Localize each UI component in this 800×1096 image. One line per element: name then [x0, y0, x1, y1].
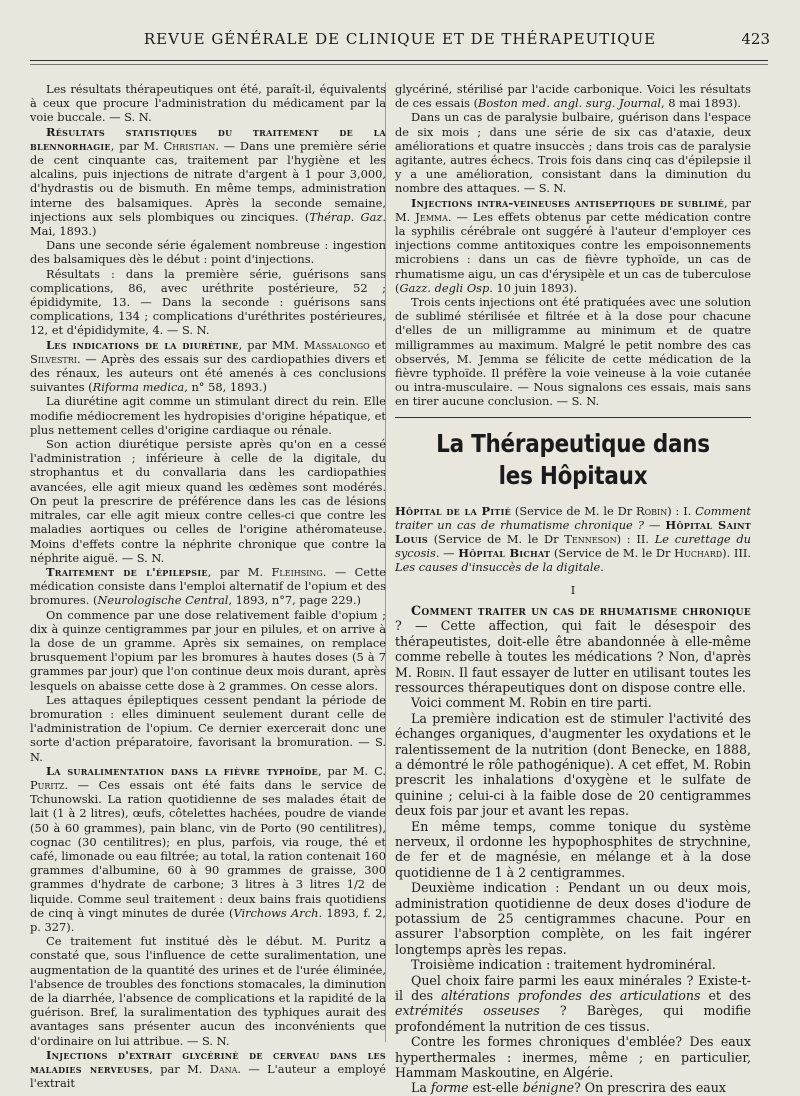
paragraph: Son action diurétique persiste après qu'on en a cessé l'administration ; inférieure à celle de la digitale, du strophantus et du convallaria dans les cardiopathies avancées, elle agit mieux quand les œdèmes sont modérés. On peut la prescrire de préférence dans les cas de lésions mitrales, car elle agit mieux contre celles-ci que contre les maladies aortiques ou celles de l'origine athéromateuse. Moins d'effets contre la néphrite chronique que contre la néphrite aiguë. — S. N.	[30, 437, 386, 565]
running-title: REVUE GÉNÉRALE DE CLINIQUE ET DE THÉRAPEUTIQUE	[143, 30, 657, 48]
hospital-name: Hôpital Saint Louis	[395, 517, 751, 547]
paragraph: Résultats : dans la première série, guérisons sans complications, 86, avec uréthrite postérieure, 52 ; épididymite, 13. — Dans la seconde : guérisons sans complications, 134 ; complications d'uréthrites postérieures, 12, et d'épididymite, 4. — S. N.	[30, 266, 386, 338]
running-head	[30, 30, 770, 54]
paragraph: glycériné, stérilisé par l'acide carbonique. Voici les résultats de ces essais (Boston med. angl. surg. Journal, 8 mai 1893).	[395, 82, 751, 111]
article-epilepsie: Traitement de l'épilepsie, par M. Fleihsing. — Cette médication consiste dans l'emploi alternatif de l'opium et des bromures. (Neurologische Central, 1893, n°7, page 229.)	[30, 564, 387, 608]
paragraph: Ce traitement fut institué dès le début. M. Puritz a constaté que, sous l'influence de cette suralimentation, une augmentation de la quantité des urines et de l'urée éliminée, l'absence de troubles des fonctions stomacales, la diminution de la diarrhée, l'absence de complications et la rapidité de la guérison. Bref, la suralimentation des typhiques aurait des avantages sans présenter aucun des inconvénients que d'ordinaire on lui attribue. — S. N.	[30, 934, 386, 1048]
paragraph: On commence par une dose relativement faible d'opium ; dix à quinze centigrammes par jour en pilules, et on arrive à la dose de un gramme. Après six semaines, on remplace brusquement l'opium par les bromures à hautes doses (5 à 7 grammes par jour) que l'on continue deux mois durant, après lesquels on abaisse cette dose à 2 grammes. On cesse alors.	[30, 607, 386, 693]
article-title: Injections d'extrait glycériné de cerveau dans les maladies nerveuses	[30, 1047, 386, 1077]
author-name: Huchard	[674, 546, 723, 561]
contents-item: Le curettage du sycosis.	[395, 532, 752, 561]
paragraph: La forme est-elle bénigne? On prescrira des eaux	[411, 1080, 727, 1096]
article-title: Résultats statistiques du traitement de la blennorhagie	[30, 124, 386, 153]
citation: Boston med. angl. surg. Journal	[478, 96, 662, 111]
article-suralimentation: La suralimentation dans la fièvre typhoïde, par M. C. Puritz. — Ces essais ont été faits dans le service de Tchunowski. La ration quotidienne de ses malades était de lait (1 à 2 litres), œufs, côtelettes hachées, poudre de viande (50 à 60 grammes), pain blanc, vin de Porto (90 centilitres), cognac (30 centilitres); en plus, parfois, via rouge, thé et café, limonade ou eau filtrée; au total, la ration contenait 160 grammes d'albumine, 60 à 90 grammes de graisse, 300 grammes d'hydrate de carbone; 3 litres à 3 litres 1/2 de liquide. Comme seul traitement : deux bains frais quotidiens de cinq à vingt minutes de durée (Virchows Arch. 1893, f. 2, p. 327).	[30, 763, 386, 934]
author-name: Dana	[209, 1062, 238, 1077]
paragraph: Quel choix faire parmi les eaux minérales ? Existe-t-il des altérations profondes des articulations et des extrémités osseuses ? Barèges, qui modifie profondément la nutrition de ces tissus.	[395, 972, 751, 1034]
paragraph: La première indication est de stimuler l'activité des échanges organiques, d'augmenter les oxydations et le ralentissement de la nutrition (dont Benecke, en 1888, a démontré le rôle pathogénique). A cet effet, M. Robin prescrit les inhalations d'oxygène et le sulfate de quinine ; celui-ci à la faible dose de 20 centigrammes deux fois par jour et avant les repas.	[395, 710, 751, 819]
author-name: Christian	[163, 138, 216, 153]
article-rhumatisme	[395, 603, 751, 1096]
article-diuretine: Les indications de la diurétine, par MM. Massalongo et Silvestri. — Après des essais sur des cardiopathies divers et des rénaux, les auteurs ont été amenés à ces conclusions suivantes (Riforma medica, n° 58, 1893.)	[30, 337, 386, 395]
article-title: Injections intra-veineuses antiseptiques de sublimé	[411, 195, 724, 210]
citation: Riforma medica	[92, 380, 185, 395]
paragraph: Trois cents injections ont été pratiquées avec une solution de sublimé stérilisée et filtrée et à la dose pour chacune d'elles de un milligramme au minimum et de quatre milligrammes au maximum. Malgré le petit nombre des cas observés, M. Jemma se félicite de cette médication de la fièvre typhoïde. Il préfère la voie veineuse à la voie cutanée ou intra-musculaire. — Nous signalons ces essais, mais sans en tirer aucune conclusion. — S. N.	[395, 295, 751, 409]
hospital-name: Hôpital de la Pitié	[395, 503, 512, 518]
author-name: Tenneson	[564, 532, 617, 547]
paragraph: Dans une seconde série également nombreuse : ingestion des balsamiques dès le début : point d'injections.	[30, 238, 386, 267]
section-numeral: I	[570, 582, 576, 597]
hospital-name: Hôpital Bichat	[458, 546, 551, 561]
article-injections-sublime: Injections intra-veineuses antiseptiques de sublimé, par M. Jemma. — Les effets obtenus par cette médication contre la syphilis cérébrale ont suggéré à l'auteur d'employer ces injections comme antitoxiques contre les empoisonnements microbiens : dans un cas de fièvre typhoïde, un cas de rhumatisme aigu, un cas d'érysipèle et un cas de tuberculose (Gazz. degli Osp. 10 juin 1893).	[395, 195, 751, 295]
citation: Gazz. degli Osp.	[399, 280, 493, 295]
article-title: Comment traiter un cas de rhumatisme chronique	[411, 602, 751, 618]
paragraph: Deuxième indication : Pendant un ou deux mois, administration quotidienne de deux doses d'iodure de potassium de 25 centigrammes chacune. Pour en assurer l'absorption complète, on les fait ingérer longtemps après les repas.	[395, 880, 751, 957]
paragraph: Dans un cas de paralysie bulbaire, guérison dans l'espace de six mois ; dans une série de six cas d'ataxie, deux améliorations et quatre insuccès ; dans trois cas de paralysie agitante, autres échecs. Trois fois dans cinq cas d'épilepsie il y a une amélioration, consistant dans la diminution du nombre des attaques. — S. N.	[395, 110, 751, 196]
paragraph: Contre les formes chroniques d'emblée? Des eaux hyperthermales : inermes, même ; en particulier, Hammam Maskoutine, en Algérie.	[395, 1034, 751, 1081]
section-contents: Hôpital de la Pitié (Service de M. le Dr Robin) : I. Comment traiter un cas de rhumatisme chronique ? — Hôpital Saint Louis (Service de M. le Dr Tenneson) : II. Le curettage du sycosis. — Hôpital Bichat (Service de M. le Dr Huchard). III. Les causes d'insuccès de la digitale.	[395, 503, 752, 575]
paragraph: La diurétine agit comme un stimulant direct du rein. Elle modifie médiocrement les hydropisies d'origine hépatique, et plus nettement celles d'origine cardiaque ou rénale.	[30, 394, 386, 437]
author-name: Puritz	[30, 777, 65, 792]
citation: Neurologische Central	[97, 593, 229, 608]
author-name: Massalongo	[303, 337, 370, 352]
author-name: Silvestri	[30, 351, 77, 366]
author-name: Robin	[636, 503, 668, 518]
paragraph: Comment traiter un cas de rhumatisme chronique ? — Cette affection, qui fait le désespoir des thérapeutistes, doit-elle être abandonnée à elle-même comme rebelle à toutes les médications ? Non, d'après M. Robin. Il faut essayer de lutter en utilisant toutes les ressources thérapeutiques dont on dispose contre elle.	[395, 602, 751, 695]
citation: Thérap. Gaz.	[309, 209, 386, 224]
left-column	[30, 82, 387, 1091]
citation: Virchows Arch.	[233, 905, 323, 920]
paragraph: Les attaques épileptiques cessent pendant la période de bromuration : elles diminuent seulement durant celle de l'administration de l'opium. Ce dernier exercerait donc une sorte d'action préparatoire, favorisant la bromuration. — S. N.	[30, 692, 386, 764]
section-rule	[395, 417, 751, 418]
paragraph: Voici comment M. Robin en tire parti.	[411, 695, 652, 711]
author-name: Jemma	[415, 209, 448, 224]
contents-item: Comment traiter un cas de rhumatisme chronique ?	[395, 503, 752, 532]
author-name: Robin	[415, 664, 451, 680]
article-title: Traitement de l'épilepsie	[46, 564, 208, 579]
paragraph: Troisième indication : traitement hydrominéral.	[411, 957, 716, 973]
paragraph: En même temps, comme tonique du système nerveux, il ordonne les hypophosphites de strychnine, de fer et de magnésie, en mélange et à la dose quotidienne de 1 à 2 centigrammes.	[395, 818, 751, 880]
right-column	[395, 82, 752, 1096]
contents-item: Les causes d'insuccès de la digitale.	[395, 560, 604, 575]
article-injections-cerveau: Injections d'extrait glycériné de cerveau dans les maladies nerveuses, par M. Dana. — L'auteur a employé l'extrait	[30, 1047, 387, 1091]
article-title: Les indications de la diurétine	[46, 337, 239, 352]
page-number: 423	[741, 30, 770, 48]
header-rule-thin	[30, 64, 768, 65]
header-rule	[30, 60, 768, 61]
article-title: La suralimentation dans la fièvre typhoïde	[46, 763, 318, 778]
author-name: Fleihsing	[271, 564, 323, 579]
article-resultats-statistiques: Résultats statistiques du traitement de la blennorhagie, par M. Christian. — Dans une première série de cent cinquante cas, traitement par l'hygiène et les alcalins, puis injections de nitrate d'argent à 1 pour 3,000, d'hydrastis ou de bismuth. En même temps, administration interne des balsamiques. Après la seconde semaine, injections aux sels plombiques ou zinciques. (Thérap. Gaz. Mai, 1893.)	[30, 124, 387, 239]
paragraph: Les résultats thérapeutiques ont été, paraît-il, équivalents à ceux que procure l'administration du médicament par la voie buccale. — S. N.	[30, 82, 386, 125]
section-banner: La Thérapeutique dans les Hôpitaux	[436, 428, 710, 490]
